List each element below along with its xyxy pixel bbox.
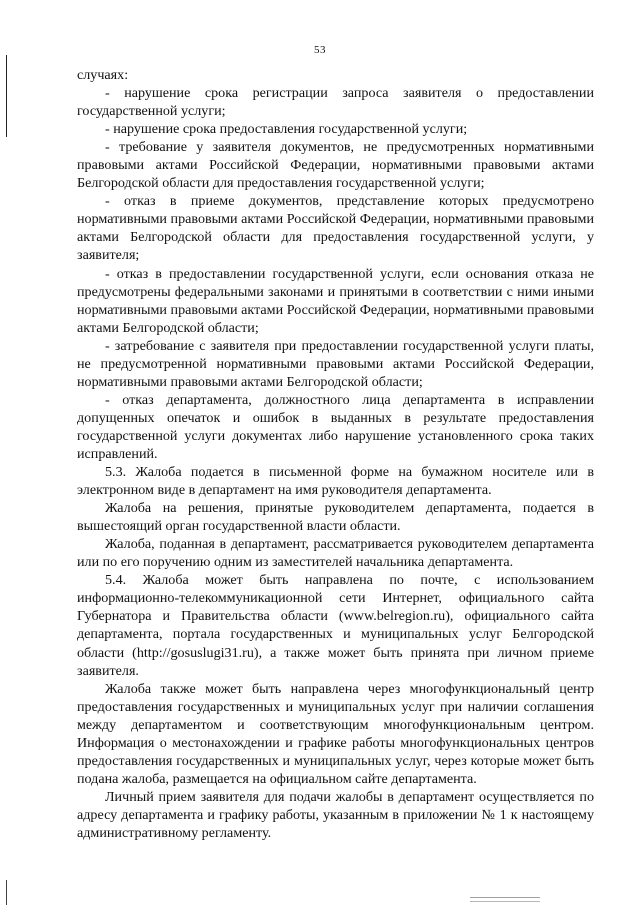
paragraph-review: Жалоба, поданная в департамент, рассматривается руководителем департамента или по его поручению одним из заместителей начальника департамента. bbox=[77, 536, 594, 571]
paragraph-5-4: 5.4. Жалоба может быть направлена по почте, с использованием информационно-телекоммуникационной сети Интернет, официального сайта Губернатора и Правительства области (www.belregion.ru), официального сайта департамента, портала государственных и муниципальных услуг Белгородской области (http://gosuslugi31.ru), а также может быть принята при личном приеме заявителя. bbox=[77, 572, 594, 679]
scan-artifact bbox=[470, 897, 540, 902]
list-item-reception-refusal: - отказ в приеме документов, представление которых предусмотрено нормативными правовыми актами Российской Федерации, нормативными правовыми актами Белгородской области для предоставления государственной услуги, у заявителя; bbox=[77, 193, 594, 264]
paragraph-5-3: 5.3. Жалоба подается в письменной форме на бумажном носителе или в электронном виде в департамент на имя руководителя департамента. bbox=[77, 464, 594, 499]
paragraph-head-decisions: Жалоба на решения, принятые руководителем департамента, подается в вышестоящий орган государственной власти области. bbox=[77, 500, 594, 535]
scan-edge-mark-bottom bbox=[6, 880, 7, 905]
list-item-fee-demand: - затребование с заявителя при предоставлении государственной услуги платы, не предусмотренной нормативными правовыми актами Российской Федерации, нормативными правовыми актами Белгородской области; bbox=[77, 337, 594, 390]
list-item-correction-refusal: - отказ департамента, должностного лица департамента в исправлении допущенных опечаток и ошибок в выданных в результате предоставления государственной услуги документах либо нарушение установленного срока таких исправлений. bbox=[77, 391, 594, 462]
list-item-document-requirement: - требование у заявителя документов, не предусмотренных нормативными правовыми актами Российской Федерации, нормативными правовыми актами Белгородской области для предоставления государственной услуги; bbox=[77, 139, 594, 192]
list-item-term-violation: - нарушение срока предоставления государственной услуги; bbox=[105, 121, 468, 138]
scan-edge-mark bbox=[6, 55, 7, 137]
document-body bbox=[77, 66, 594, 842]
paragraph-mfc: Жалоба также может быть направлена через многофункциональный центр предоставления государственных и муниципальных услуг при наличии соглашения между департаментом и соответствующим многофункциональным центром. Информация о местонахождении и графике работы многофункциональных центров предоставления государственных и муниципальных услуг, через которые может быть подана жалоба, размещается на официальном сайте департамента. bbox=[77, 680, 594, 787]
page-number: 53 bbox=[314, 44, 326, 56]
list-item-service-refusal: - отказ в предоставлении государственной услуги, если основания отказа не предусмотрены федеральными законами и принятыми в соответствии с ними иными нормативными правовыми актами Российской Федерации, нормативными правовыми актами Белгородской области; bbox=[77, 265, 594, 336]
paragraph-personal-reception: Личный прием заявителя для подачи жалобы в департамент осуществляется по адресу департамента и графику работы, указанным в приложении № 1 к настоящему административному регламенту. bbox=[77, 788, 594, 841]
list-item-registration-violation: - нарушение срока регистрации запроса заявителя о предоставлении государственной услуги; bbox=[77, 85, 594, 120]
paragraph-continuation: случаях: bbox=[77, 67, 129, 83]
